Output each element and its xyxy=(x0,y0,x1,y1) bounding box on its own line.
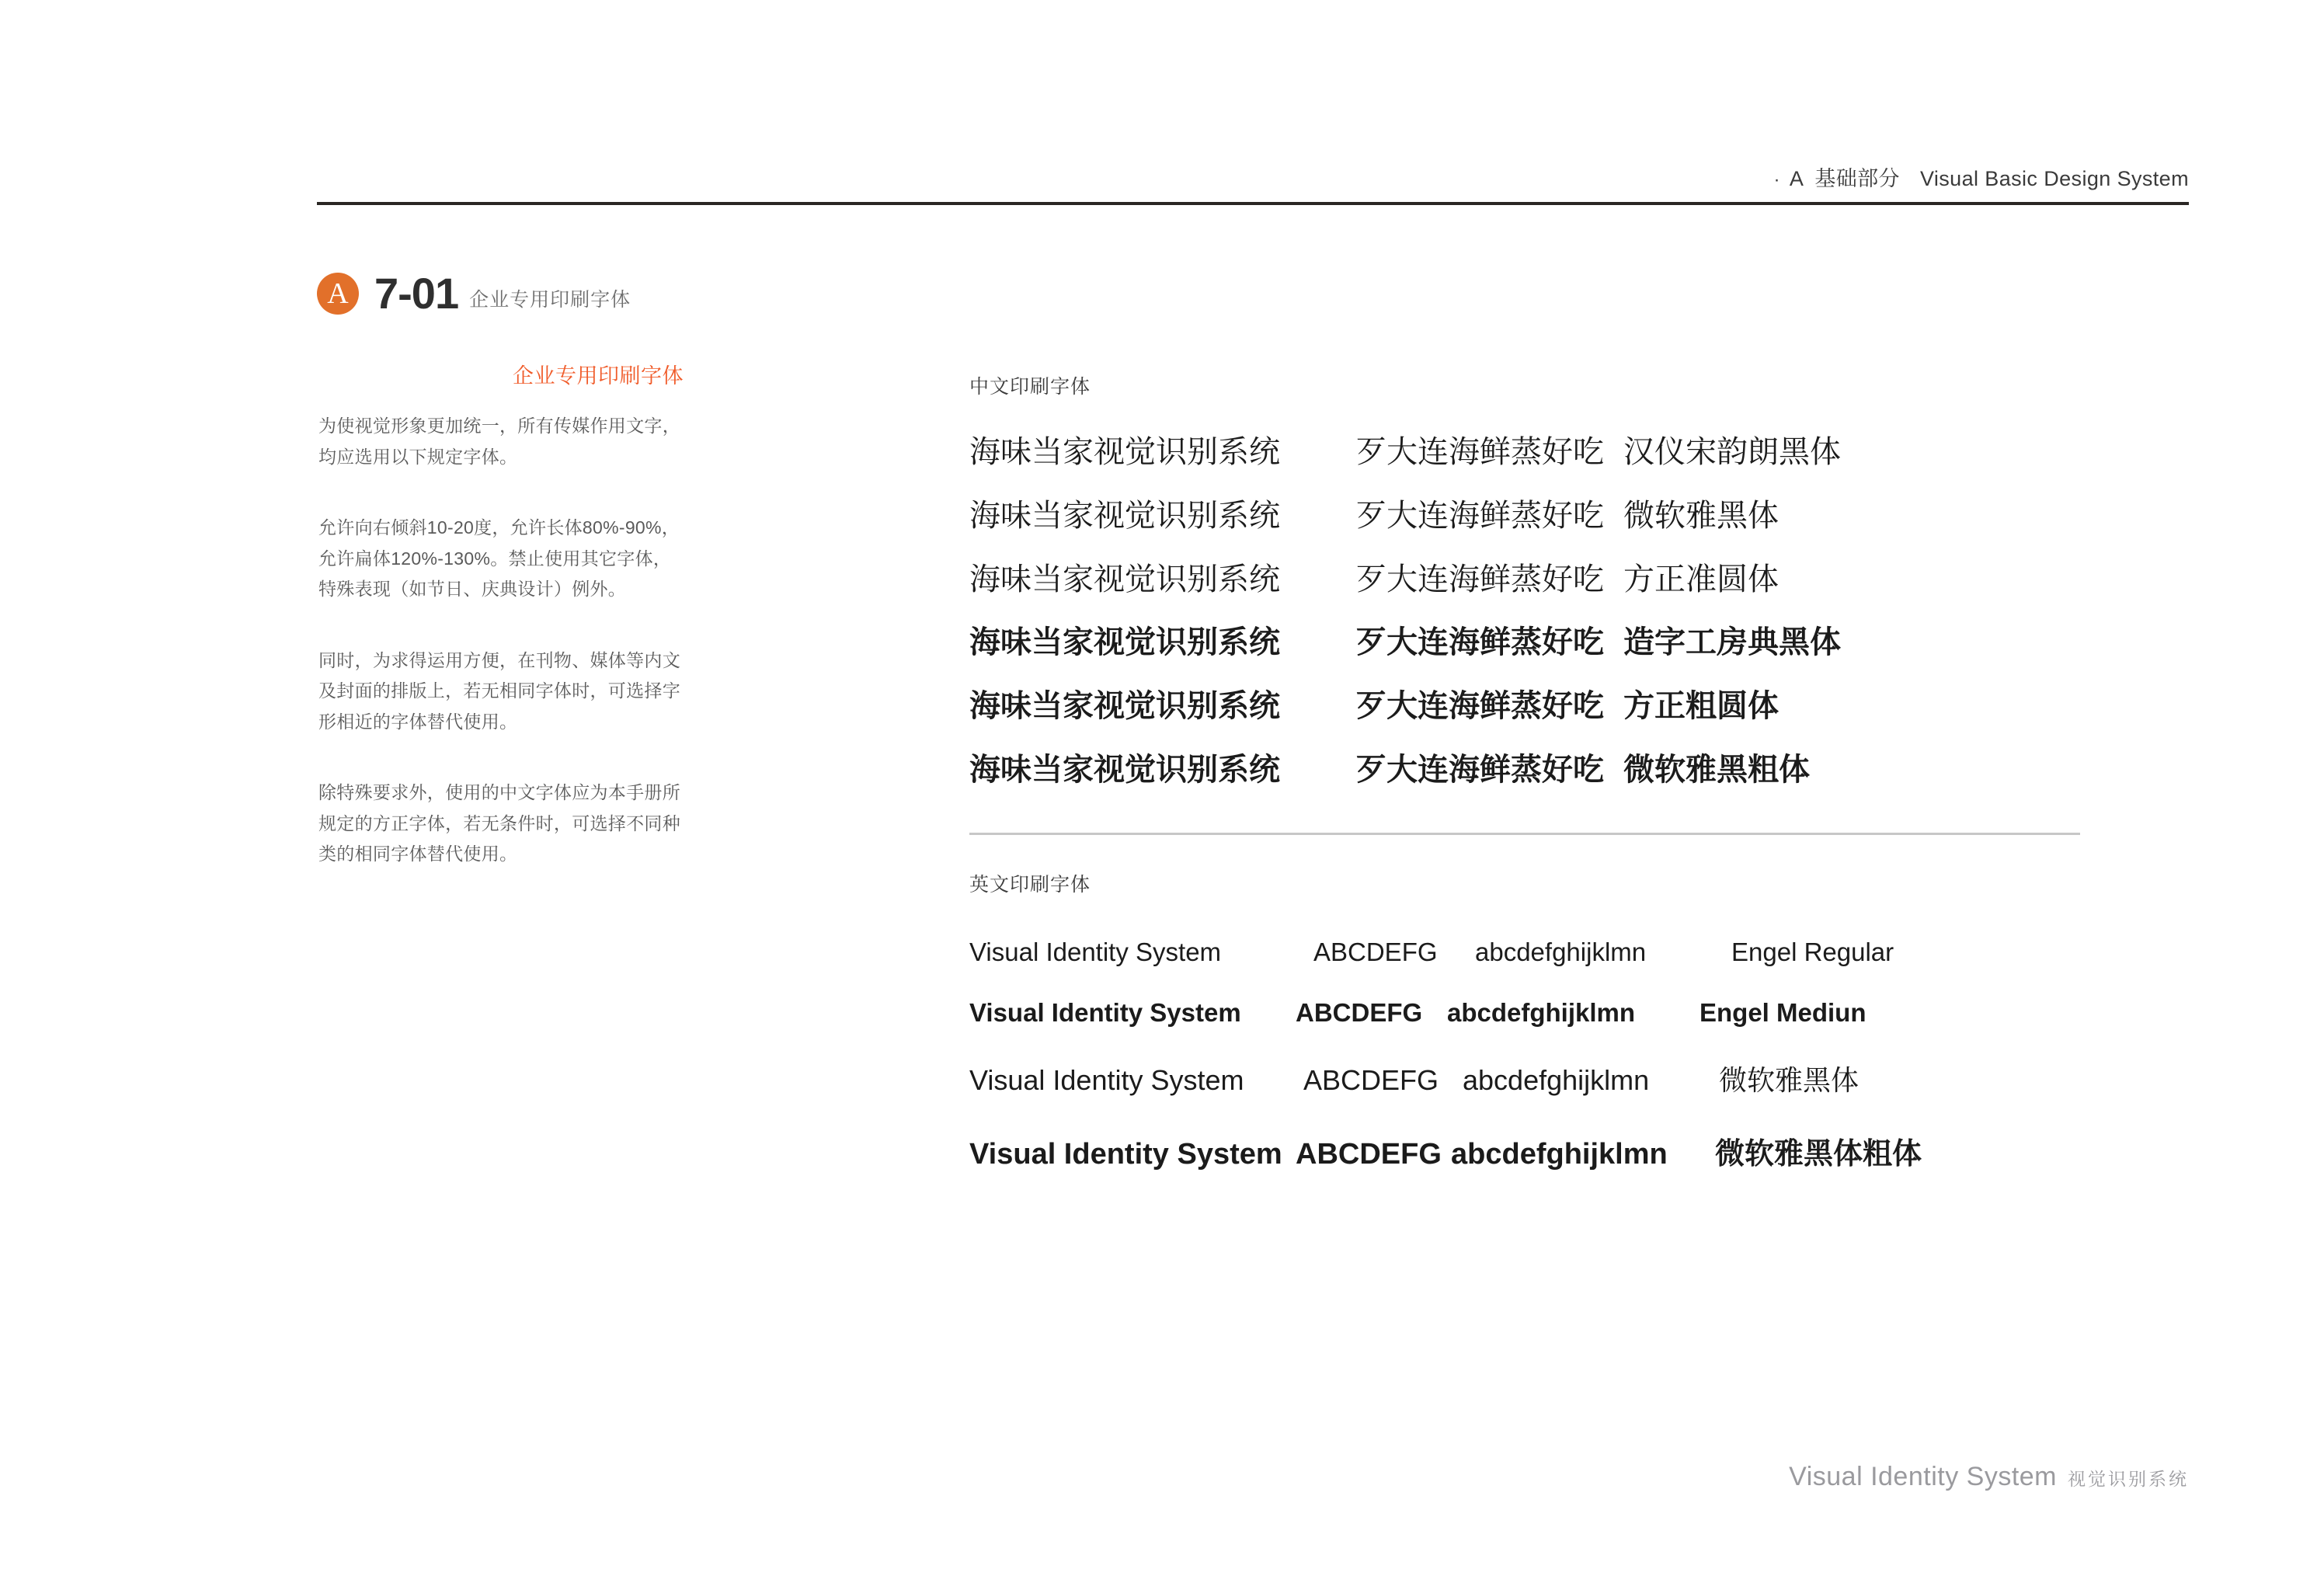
specimen-font-name: 微软雅黑体 xyxy=(1719,1063,1860,1096)
specimen-font-name: 微软雅黑粗体 xyxy=(1623,752,1810,787)
description-column xyxy=(318,359,684,870)
page-title-block xyxy=(317,269,631,318)
description-paragraph: 除特殊要求外，使用的中文字体应为本手册所规定的方正字体，若无条件时，可选择不同种类的相同字体替代使用。 xyxy=(318,782,680,865)
specimen-sample-secondary: 歹大连海鲜蒸好吃 xyxy=(1355,435,1604,469)
description-paragraph: 为使视觉形象更加统一，所有传媒作用文字，均应选用以下规定字体。 xyxy=(318,416,680,467)
page-title-subtitle: 企业专用印刷字体 xyxy=(469,289,631,311)
chinese-specimen-row xyxy=(969,689,2057,724)
specimen-sample-lowercase: abcdefghijklmn xyxy=(1447,997,1636,1027)
page-header xyxy=(317,162,2189,192)
english-specimen-row xyxy=(969,1129,2057,1172)
specimen-sample-uppercase: ABCDEFG xyxy=(1303,1063,1439,1096)
specimen-sample-secondary: 歹大连海鲜蒸好吃 xyxy=(1355,562,1604,597)
specimen-section-divider xyxy=(969,833,2080,835)
specimen-sample-secondary: 歹大连海鲜蒸好吃 xyxy=(1355,689,1604,724)
description-paragraph: 同时，为求得运用方便，在刊物、媒体等内文及封面的排版上，若无相同字体时，可选择字形相近的字体替代使用。 xyxy=(318,649,680,732)
specimen-sample-primary: 海味当家视觉识别系统 xyxy=(969,689,1280,724)
header-bullet-icon: · xyxy=(1773,169,1780,190)
specimen-sample-words: Visual Identity System xyxy=(969,997,1241,1027)
chinese-specimen-row xyxy=(969,562,2057,597)
specimen-sample-primary: 海味当家视觉识别系统 xyxy=(969,562,1280,597)
specimen-sample-words: Visual Identity System xyxy=(969,1137,1282,1171)
specimen-font-name: 汉仪宋韵朗黑体 xyxy=(1623,435,1841,469)
specimen-font-name: 方正粗圆体 xyxy=(1623,689,1779,724)
specimen-sample-lowercase: abcdefghijklmn xyxy=(1463,1063,1650,1096)
footer-title-cn: 视觉识别系统 xyxy=(2068,1469,2189,1489)
description-paragraph: 允许向右倾斜10-20度，允许长体80%-90%，允许扁体120%-130%。禁止使用其它字体，特殊表现（如节日、庆典设计）例外。 xyxy=(318,517,680,600)
english-section-label: 英文印刷字体 xyxy=(969,873,1091,896)
specimen-sample-uppercase: ABCDEFG xyxy=(1296,1137,1442,1171)
chinese-specimen-row xyxy=(969,499,2057,534)
english-specimen-row xyxy=(969,938,2057,967)
specimen-sample-primary: 海味当家视觉识别系统 xyxy=(969,498,1280,533)
specimen-font-name: 方正准圆体 xyxy=(1623,562,1779,597)
page-footer xyxy=(317,1462,2189,1492)
specimen-sample-lowercase: abcdefghijklmn xyxy=(1475,937,1647,966)
specimen-sample-primary: 海味当家视觉识别系统 xyxy=(969,752,1280,787)
english-specimen-row xyxy=(969,998,2057,1028)
specimen-font-name: 微软雅黑体 xyxy=(1623,498,1779,533)
section-badge-a-icon: A xyxy=(317,273,359,315)
specimen-font-name: 微软雅黑体粗体 xyxy=(1715,1137,1922,1171)
description-heading: 企业专用印刷字体 xyxy=(513,364,684,388)
specimen-column xyxy=(969,371,2057,1203)
specimen-sample-secondary: 歹大连海鲜蒸好吃 xyxy=(1355,498,1604,533)
specimen-font-name: Engel Mediun xyxy=(1700,997,1867,1027)
specimen-font-name: 造字工房典黑体 xyxy=(1623,625,1841,660)
specimen-sample-primary: 海味当家视觉识别系统 xyxy=(969,435,1280,469)
header-section-en: Visual Basic Design System xyxy=(1919,167,2189,190)
chinese-specimen-row xyxy=(969,625,2057,660)
specimen-sample-words: Visual Identity System xyxy=(969,937,1222,966)
specimen-sample-lowercase: abcdefghijklmn xyxy=(1451,1137,1668,1171)
specimen-sample-secondary: 歹大连海鲜蒸好吃 xyxy=(1355,752,1604,787)
specimen-sample-primary: 海味当家视觉识别系统 xyxy=(969,625,1280,660)
specimen-sample-words: Visual Identity System xyxy=(969,1063,1244,1096)
header-section-letter: A xyxy=(1789,167,1804,190)
chinese-section-label: 中文印刷字体 xyxy=(969,376,1091,398)
chinese-specimen-row xyxy=(969,435,2057,470)
english-specimen-row xyxy=(969,1059,2057,1098)
specimen-sample-uppercase: ABCDEFG xyxy=(1296,997,1423,1027)
specimen-sample-uppercase: ABCDEFG xyxy=(1313,937,1438,966)
header-section-cn: 基础部分 xyxy=(1814,167,1900,190)
specimen-font-name: Engel Regular xyxy=(1731,937,1894,966)
footer-title-en: Visual Identity System xyxy=(1789,1462,2057,1491)
chinese-specimen-row xyxy=(969,753,2057,788)
header-divider-rule xyxy=(317,202,2189,205)
page-title-number: 7-01 xyxy=(374,269,459,318)
specimen-sample-secondary: 歹大连海鲜蒸好吃 xyxy=(1355,625,1604,660)
